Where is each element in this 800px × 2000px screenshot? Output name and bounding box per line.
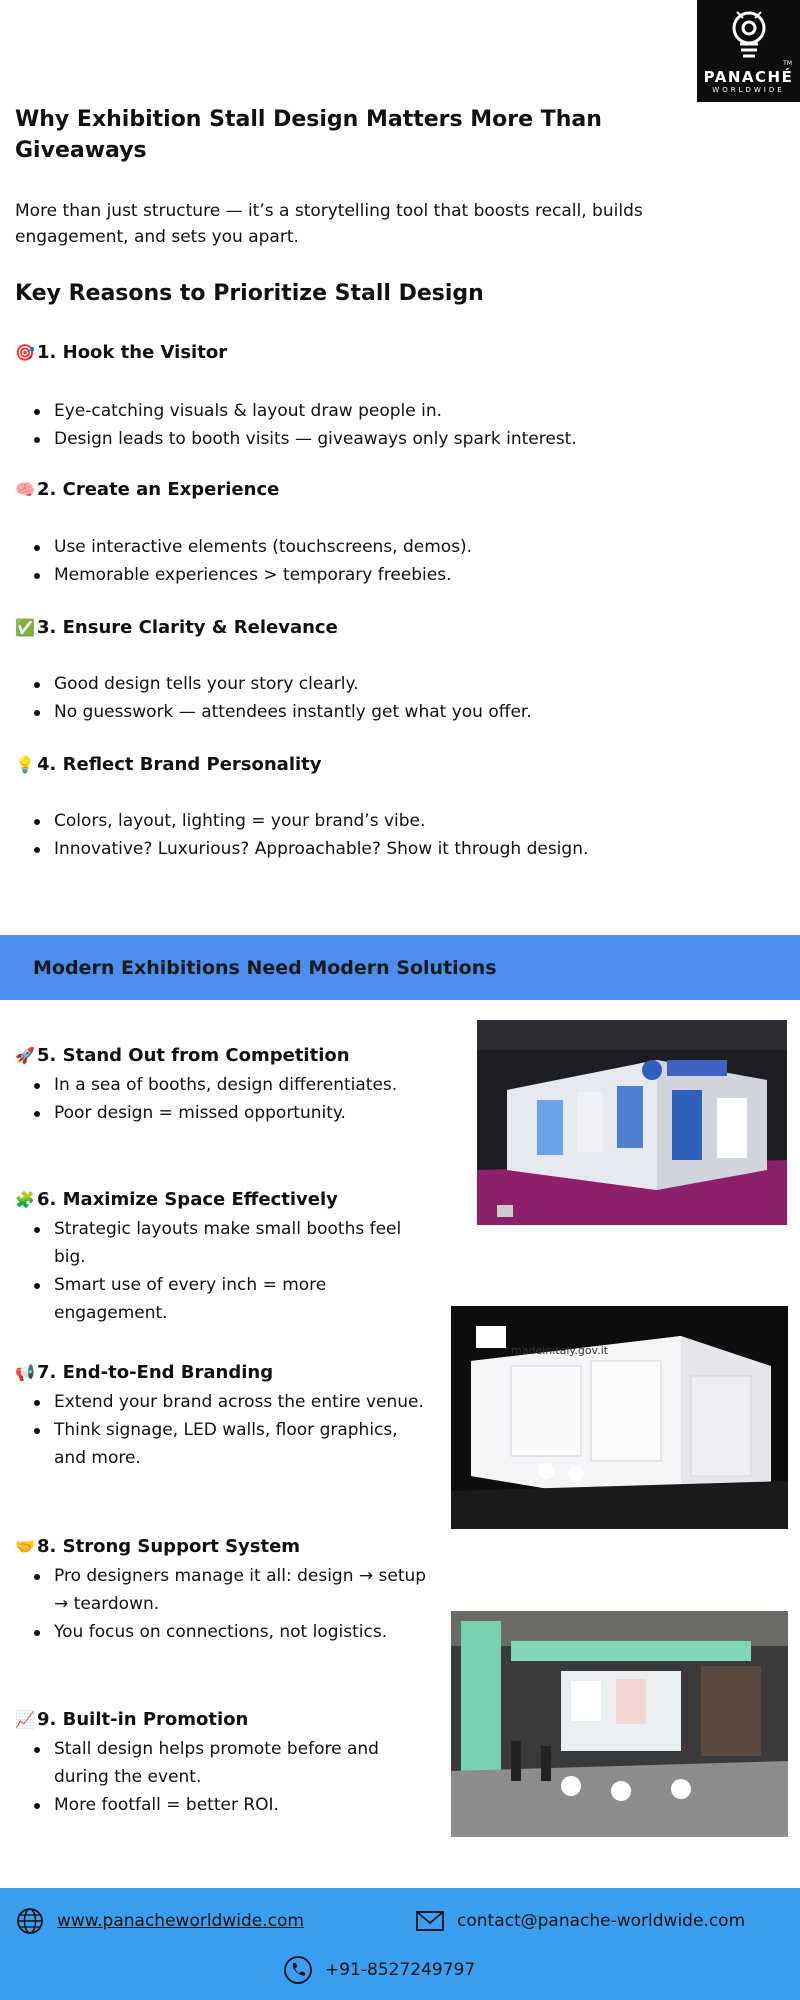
section-6-list: [32, 1215, 432, 1327]
banner-text: Modern Exhibitions Need Modern Solutions: [33, 956, 497, 979]
list-item: Stall design helps promote before and during the event.: [32, 1735, 432, 1791]
list-item: Colors, layout, lighting = your brand’s vibe.: [32, 807, 602, 835]
section-title: 5. Stand Out from Competition: [37, 1045, 350, 1066]
section-heading-3: [15, 617, 338, 638]
list-item: Design leads to booth visits — giveaways only spark interest.: [32, 425, 732, 453]
section-title: 2. Create an Experience: [37, 479, 280, 500]
section-2-list: [32, 533, 732, 589]
logo-name: PANACHÉ: [703, 68, 794, 86]
list-item: Pro designers manage it all: design → setup → teardown.: [32, 1562, 432, 1618]
chart-increasing-icon: 📈: [15, 1710, 35, 1729]
section-3-list: [32, 670, 732, 726]
target-icon: 🎯: [15, 343, 35, 362]
email-address[interactable]: contact@panache-worldwide.com: [457, 1911, 746, 1931]
phone-item[interactable]: [283, 1955, 475, 1985]
website-link[interactable]: www.panacheworldwide.com: [57, 1911, 304, 1931]
section-title: 7. End-to-End Branding: [37, 1362, 274, 1383]
stall-photo-2: [451, 1306, 788, 1529]
lightbulb-icon: 💡: [15, 755, 35, 774]
section-9-list: [32, 1735, 432, 1819]
section-heading-5: [15, 1045, 350, 1066]
stall-photo-3: [451, 1611, 788, 1837]
contact-footer: [0, 1888, 800, 2000]
section-heading-1: [15, 342, 227, 363]
list-item: Smart use of every inch = more engagement.: [32, 1271, 432, 1327]
envelope-icon: [415, 1906, 445, 1936]
list-item: More footfall = better ROI.: [32, 1791, 432, 1819]
section-heading-7: [15, 1362, 273, 1383]
section-title: 4. Reflect Brand Personality: [37, 754, 322, 775]
section-8-list: [32, 1562, 432, 1646]
section-heading-6: [15, 1189, 338, 1210]
section-banner: [0, 935, 800, 1000]
list-item: Memorable experiences > temporary freebies.: [32, 561, 732, 589]
photo-sign-text: madeinitaly.gov.it: [511, 1344, 609, 1357]
puzzle-icon: 🧩: [15, 1190, 35, 1209]
list-item: Good design tells your story clearly.: [32, 670, 732, 698]
section-heading-8: [15, 1536, 300, 1557]
list-item: No guesswork — attendees instantly get what you offer.: [32, 698, 732, 726]
list-item: Innovative? Luxurious? Approachable? Show it through design.: [32, 835, 602, 863]
intro-text: More than just structure — it’s a storytelling tool that boosts recall, builds engagement, and sets you apart.: [15, 201, 643, 247]
list-item: Strategic layouts make small booths feel big.: [32, 1215, 432, 1271]
section-1-list: [32, 397, 732, 453]
section-7-list: [32, 1388, 432, 1472]
list-item: Think signage, LED walls, floor graphics, and more.: [32, 1416, 432, 1472]
section-title: 9. Built-in Promotion: [37, 1709, 249, 1730]
section-heading-9: [15, 1709, 248, 1730]
phone-number[interactable]: +91-8527249797: [325, 1960, 476, 1980]
section-heading-2: [15, 479, 279, 500]
section-heading-4: [15, 754, 322, 775]
handshake-icon: 🤝: [15, 1537, 35, 1556]
email-link-item[interactable]: [415, 1906, 745, 1936]
section-4-list: [32, 807, 602, 863]
megaphone-icon: 📢: [15, 1363, 35, 1382]
section-title: 3. Ensure Clarity & Relevance: [37, 617, 338, 638]
list-item: In a sea of booths, design differentiates.: [32, 1071, 432, 1099]
list-item: Use interactive elements (touchscreens, demos).: [32, 533, 732, 561]
rocket-icon: 🚀: [15, 1046, 35, 1065]
list-item: Eye-catching visuals & layout draw people in.: [32, 397, 732, 425]
section-title: 6. Maximize Space Effectively: [37, 1189, 338, 1210]
list-item: Poor design = missed opportunity.: [32, 1099, 432, 1127]
list-item: You focus on connections, not logistics.: [32, 1618, 432, 1646]
page-title: Why Exhibition Stall Design Matters More Than Giveaways: [15, 107, 602, 163]
list-item: Extend your brand across the entire venue.: [32, 1388, 432, 1416]
section-title: 8. Strong Support System: [37, 1536, 301, 1557]
website-link-item[interactable]: [15, 1906, 304, 1936]
brand-logo: [697, 0, 800, 102]
section-title: 1. Hook the Visitor: [37, 342, 228, 363]
logo-tagline: WORLDWIDE: [712, 86, 785, 94]
lightbulb-logo-icon: [729, 8, 769, 66]
brain-icon: 🧠: [15, 480, 35, 499]
phone-icon: [283, 1955, 313, 1985]
key-reasons-heading: Key Reasons to Prioritize Stall Design: [15, 281, 484, 306]
trademark-mark: TM: [783, 60, 792, 67]
section-5-list: [32, 1071, 432, 1127]
check-mark-icon: ✅: [15, 618, 35, 637]
stall-photo-1: [477, 1020, 787, 1225]
globe-icon: [15, 1906, 45, 1936]
